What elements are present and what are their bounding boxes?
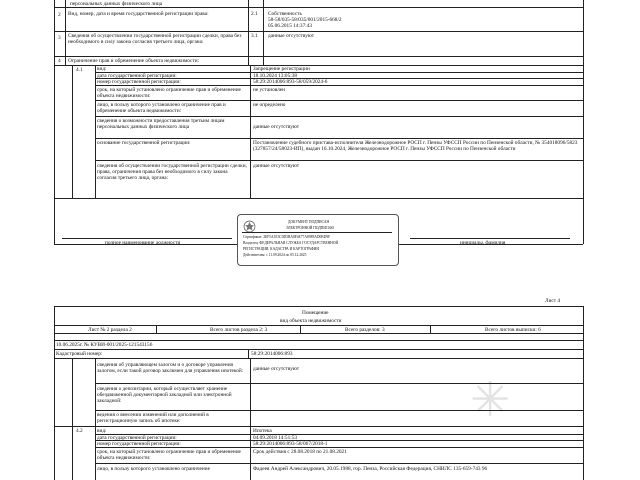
r41-label-7: сведения об осуществлении государственной регистрации сделки, права, ограничения права без необходимого в силу закона согласия третьего лица, органа: xyxy=(97,163,247,181)
rows-b-label-1: дата государственной регистрации: xyxy=(97,435,177,441)
cadastral-value: 58:29:2014006:893 xyxy=(251,351,293,357)
rows-b-label-4: лицо, в пользу которого установлено ограничение xyxy=(97,466,210,472)
row-3-label: Сведения об осуществлении государственной регистрации сделки, права без необходимого в силу закона согласия третьего лица, органа: xyxy=(68,33,242,45)
r41-value-6: Постановление судебного пристава-исполнителя Железнодорожное РОСП г. Пензы УФССП России по Пензенской области, № 354018096/5823 (327857/24/58023-ИП), выдан 16.10.2024, Железнодорожное РОСП г. Пензы УФССП России по Пензенской области xyxy=(253,140,578,152)
cadastral-label: Кадастровый номер: xyxy=(56,351,103,357)
rows-a-label-0: сведения об управляющем залогом и о договоре управления залогом, если такой договор заключен для управления ипотекой: xyxy=(97,362,244,374)
row-3-value: данные отсутствуют xyxy=(268,33,315,39)
stamp-owner: Владелец: ФЕДЕРАЛЬНАЯ СЛУЖБА ГОСУДАРСТВЕННОЙ xyxy=(243,241,339,245)
row-2-value: Собственность 58-58/035-58/035/001/2015-668/2 05.06.2015 14:37:43 xyxy=(268,11,342,29)
watermark: ✳ xyxy=(470,374,511,427)
meta-total-sheets: Всего листов выписки: 6 xyxy=(485,327,541,333)
rows-b-value-2: 58:29:2014006:893-58/067/2018-1 xyxy=(253,441,328,447)
stamp-subtitle: ЭЛЕКТРОННОЙ ПОДПИСЬЮ xyxy=(286,226,335,230)
row-2-sub: 2.1 xyxy=(251,11,258,17)
row-42-sub: 4.2 xyxy=(76,428,83,434)
row-2-num: 2 xyxy=(58,12,61,18)
r41-label-5: сведения о возможности предоставления третьим лицам персональных данных физического лица xyxy=(97,118,225,130)
r41-value-3: не установлен xyxy=(253,87,285,93)
meta-list: Лист № 2 раздела 2 xyxy=(88,327,132,333)
e-signature-stamp xyxy=(237,214,399,266)
rows-a-value-0: данные отсутствуют xyxy=(253,366,300,372)
r41-value-1: 18.10.2024 13:05:38 xyxy=(253,73,297,79)
row-2-label: Вид, номер, дата и время государственной регистрации права: xyxy=(68,11,209,17)
row-4-num: 4 xyxy=(58,58,61,64)
r41-label-2: номер государственной регистрации: xyxy=(97,79,181,85)
r41-value-2: 58:29:2014006:893-58/059/2024-6 xyxy=(253,79,328,85)
sheet-2-title: Помещение xyxy=(302,310,329,316)
row-4-label: Ограничение прав и обременение объекта недвижимости: xyxy=(68,58,200,64)
sheet-label: Лист 4 xyxy=(545,298,561,304)
stamp-cert: Сертификат: 2EF5A1E3C0D3BA8F4E77A89F8AD0BD9F xyxy=(243,235,331,239)
r41-label-3: срок, на который установлено ограничение прав и обременение объекта недвижимости: xyxy=(97,87,241,99)
rows-b-value-1: 04.09.2018 14:51:53 xyxy=(253,435,297,441)
row-4-sub: 4.1 xyxy=(76,67,83,73)
r41-value-7: данные отсутствуют xyxy=(253,163,300,169)
rows-a-label-1: сведения о депозитарии, который осуществляет хранение обездвиженной документарной закладной или электронной закладной: xyxy=(97,386,232,404)
date-number: 10.06.2025г. № КУВИ-001/2025-121543156 xyxy=(56,342,153,348)
r41-label-0: вид: xyxy=(97,66,107,72)
stamp-valid: Действителен: с 11.09.2024 по 05.12.2025 xyxy=(243,253,307,257)
rows-b-label-3: срок, на который установлено ограничение прав и обременение объекта недвижимости: xyxy=(97,449,241,461)
rows-b-label-0: вид: xyxy=(97,428,107,434)
signature-position: полное наименование должности xyxy=(105,240,181,246)
stamp-title: ДОКУМЕНТ ПОДПИСАН xyxy=(288,220,330,224)
sheet-2-subtitle: вид объекта недвижимости xyxy=(280,318,342,324)
r41-value-4: не определено xyxy=(253,102,286,108)
r41-label-6: основание государственной регистрации: xyxy=(97,140,191,146)
meta-total-section: Всего листов раздела 2: 3 xyxy=(210,327,268,333)
row-top-label: персональных данных физического лица xyxy=(70,1,163,7)
rows-a-label-2: ведения о внесении изменений или дополнений в регистрационную запись об ипотеке: xyxy=(97,412,209,424)
row-3-sub: 3.1 xyxy=(251,33,258,39)
r41-value-5: данные отсутствуют xyxy=(253,124,300,130)
meta-total-sections: Всего разделов: 3 xyxy=(345,327,385,333)
rows-b-value-4: Фадеев Андрей Александрович, 20.05.1988, гор. Пенза, Российская Федерация, СНИЛС 135-659-743 96 xyxy=(253,466,488,472)
r41-label-4: лицо, в пользу которого установлено ограничение прав и обременение объекта недвижимости: xyxy=(97,102,226,114)
r41-label-1: дата государственной регистрации: xyxy=(97,73,177,79)
rows-b-value-3: Срок действия с 28.08.2018 по 21.08.2021 xyxy=(253,449,347,455)
row-3-num: 3 xyxy=(58,35,61,41)
rows-b-value-0: Ипотека xyxy=(253,428,272,434)
r41-value-0: Запрещение регистрации xyxy=(253,66,310,72)
stamp-owner-2: РЕГИСТРАЦИИ, КАДАСТРА И КАРТОГРАФИИ xyxy=(243,247,319,251)
signature-name: инициалы, фамилия xyxy=(460,240,506,246)
rows-b-label-2: номер государственной регистрации: xyxy=(97,441,181,447)
